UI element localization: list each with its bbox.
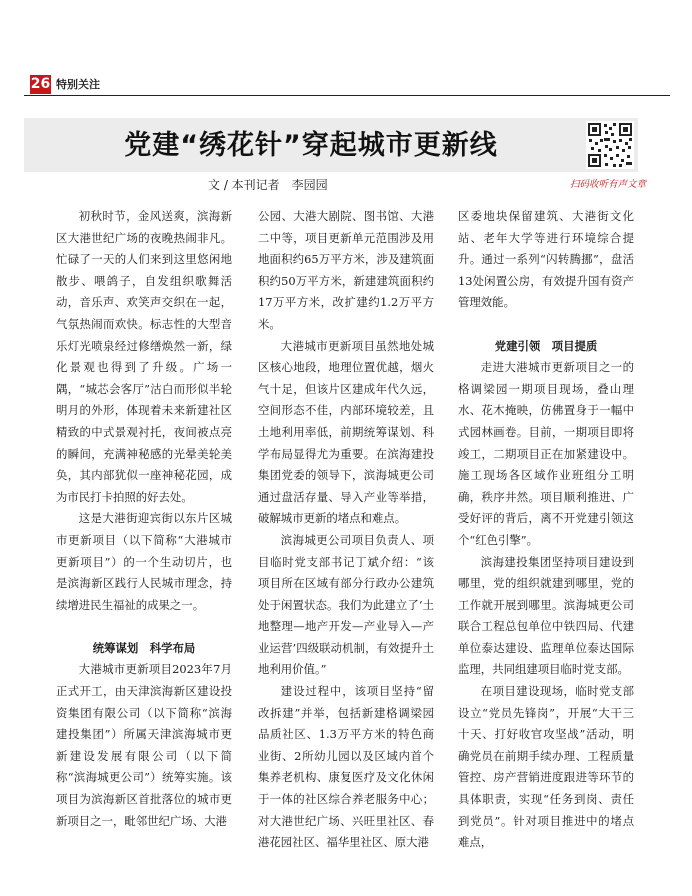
paragraph: 区委地块保留建筑、大港街文化站、老年大学等进行环境综合提升。通过一系列“闪转腾挪”，盘活13处闲置公房，有效提升国有资产管理效能。 <box>458 209 634 310</box>
paragraph: 初秋时节，金风送爽，滨海新区大港世纪广场的夜晚热闹非凡。忙碌了一天的人们来到这里悠闲地散步、喂鸽子，自发组织歌舞活动，音乐声、欢笑声交织在一起，气氛热闹而欢快。标志性的大型音乐灯光喷泉经过修缮焕然一新，绿化景观也得到了升级。广场一隅，“城芯会客厅”沽白而形似半轮明月的外形，体现着未来新建社区精致的中式景观衬托，夜间被点亮的瞬间，充满神秘感的光晕美轮美奂，其内部犹似一座神秘花园，成为市民打卡拍照的好去处。 <box>56 209 232 504</box>
paragraph: 建设过程中，该项目坚持“留改拆建”并举，包括新建格调梁园品质社区、1.3万平方米的特色商业街、2所幼儿园以及区域内首个集养老机构、康复医疗及文化休闲于一体的社区综合养老服务中心；对大港世纪广场、兴旺里社区、春港花园社区、福华里社区、原大港 <box>258 684 434 850</box>
page-header <box>24 75 670 95</box>
text-column-1 <box>56 206 232 832</box>
page-number: 26 <box>30 76 51 92</box>
header-rule <box>24 95 670 96</box>
paragraph: 滨海建投集团坚持项目建设到哪里，党的组织就建到哪里，党的工作就开展到哪里。滨海城更公司联合工程总包单位中铁四局、代建单位泰达建设、监理单位泰达国际监理，共同组建项目临时党支部。 <box>458 554 634 677</box>
paragraph: 公园、大港大剧院、图书馆、大港二中等，项目更新单元范围涉及用地面积约65万平方米，涉及建筑面积约50万平方米，新建建筑面积约17万平方米，改扩建约1.2万平方米。 <box>258 209 434 331</box>
subheading: 党建引领 项目提质 <box>494 338 598 353</box>
byline: 文 / 本刊记者 李园园 <box>208 178 328 192</box>
paragraph: 这是大港街迎宾街以东片区城市更新项目（以下简称“大港城市更新项目”）的一个生动切片，也是滨海新区践行人民城市理念，持续增进民生福祉的成果之一。 <box>56 511 232 612</box>
section-label: 特别关注 <box>56 78 100 91</box>
qr-code-icon[interactable] <box>586 121 634 169</box>
subheading: 统筹谋划 科学布局 <box>92 640 196 655</box>
paragraph: 滨海城更公司项目负责人、项目临时党支部书记丁斌介绍：“该项目所在区域有部分行政办公建筑处于闲置状态。我们为此建立了‘土地整理—地产开发—产业导入—产业运营’四级联动机制，有效提升土地利用价值。” <box>258 532 434 677</box>
paragraph: 大港城市更新项目2023年7月正式开工，由天津滨海新区建设投资集团有限公司（以下简称“滨海建投集团”）所属天津滨海城市更新建设发展有限公司（以下简称“滨海城更公司”）统筹实施。该项目为滨海新区首批落位的城市更新项目之一，毗邻世纪广场、大港 <box>56 662 232 828</box>
paragraph: 大港城市更新项目虽然地处城区核心地段，地理位置优越，烟火气十足，但该片区建成年代久远，空间形态不佳，内部环境较差，且土地利用率低，前期统筹谋划、科学布局显得尤为重要。在滨海建投集团党委的领导下，滨海城更公司通过盘活存量、导入产业等举措，破解城市更新的堵点和难点。 <box>258 338 434 526</box>
paragraph: 在项目建设现场，临时党支部设立“党员先锋岗”，开展“大干三十天、打好收官攻坚战”活动，明确党员在前期手续办理、工程质量管控、房产营销进度跟进等环节的具体职责，实现“任务到岗、责任到党员”。针对项目推进中的堵点难点， <box>458 684 634 850</box>
qr-caption: 扫码收听有声文章 <box>570 179 647 190</box>
paragraph: 走进大港城市更新项目之一的格调梁园一期项目现场，叠山理水、花木掩映，仿佛置身于一幅中式园林画卷。目前，一期项目即将竣工，二期项目正在加紧建设中。施工现场各区域作业班组分工明确，秩序井然。项目顺利推进、广受好评的背后，离不开党建引领这个“红色引擎”。 <box>458 360 634 547</box>
article-title: 党建“绣花针”穿起城市更新线 <box>124 130 498 161</box>
text-column-2 <box>258 206 434 854</box>
text-column-3 <box>458 206 634 854</box>
